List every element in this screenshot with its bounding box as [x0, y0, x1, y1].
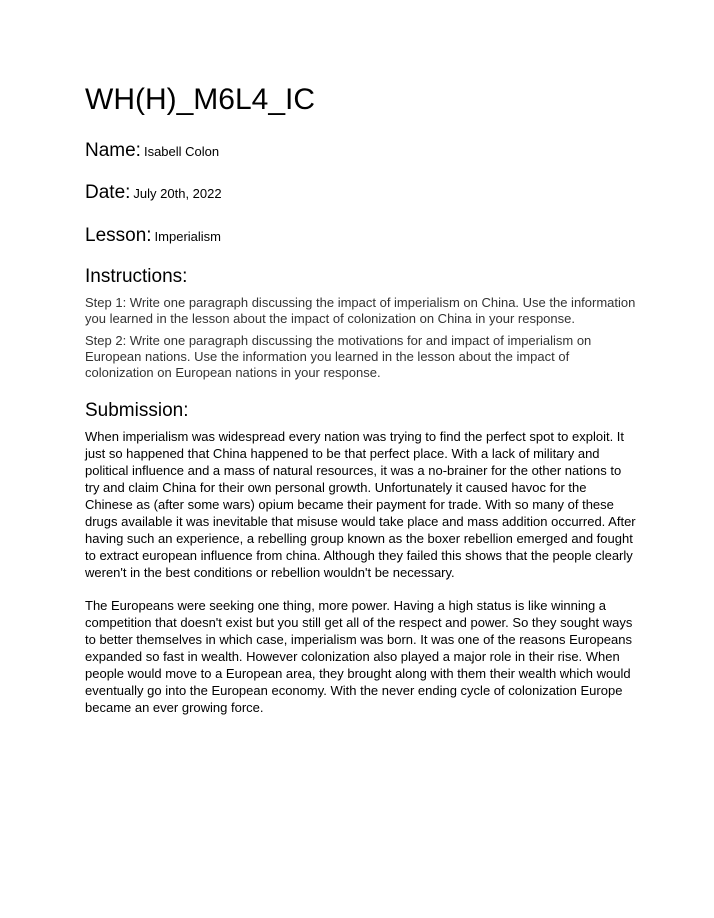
submission-paragraph-2: The Europeans were seeking one thing, more power. Having a high status is like winning a competition that doesn't exist but you still get all of the respect and power. So they sought ways to better themselves in which case, imperialism was born. It was one of the reasons Europeans expanded so fast in wealth. However colonization also played a major role in their rise. When people would move to a European area, they brought along with them their wealth which would eventually go into the European economy. With the never ending cycle of colonization Europe became an ever growing force.	[85, 598, 633, 715]
instructions-heading: Instructions:	[85, 266, 188, 287]
document-title: WH(H)_M6L4_IC	[85, 83, 316, 116]
lesson-field	[85, 225, 221, 247]
lesson-value: Imperialism	[154, 229, 222, 244]
submission-paragraph-1: When imperialism was widespread every nation was trying to find the perfect spot to exploit. It just so happened that China happened to be that perfect place. With a lack of military and political influence and a mass of natural resources, it was a no-brainer for the other nations to try and claim China for their own personal growth. Unfortunately it caused havoc for the Chinese as (after some wars) opium became their payment for trade. With so many of these drugs available it was inevitable that misuse would take place and mass addition occurred. After having such an experience, a rebelling group known as the boxer rebellion emerged and fought to extract european influence from china. Although they failed this shows that the people clearly weren't in the best conditions or rebellion wouldn't be necessary.	[85, 429, 636, 580]
name-label: Name:	[85, 140, 141, 161]
instruction-step-2: Step 2: Write one paragraph discussing the motivations for and impact of imperialism on European nations. Use the information you learned in the lesson about the impact of colonization on European nations in your response.	[85, 333, 592, 380]
submission-heading: Submission:	[85, 400, 189, 421]
date-value: July 20th, 2022	[133, 186, 222, 201]
date-field	[85, 182, 222, 204]
instruction-step-1: Step 1: Write one paragraph discussing the impact of imperialism on China. Use the information you learned in the lesson about the impact of colonization on China in your response.	[85, 295, 636, 326]
lesson-label: Lesson:	[85, 225, 152, 246]
name-field	[85, 140, 219, 162]
name-value: Isabell Colon	[143, 144, 220, 159]
date-label: Date:	[85, 182, 131, 203]
